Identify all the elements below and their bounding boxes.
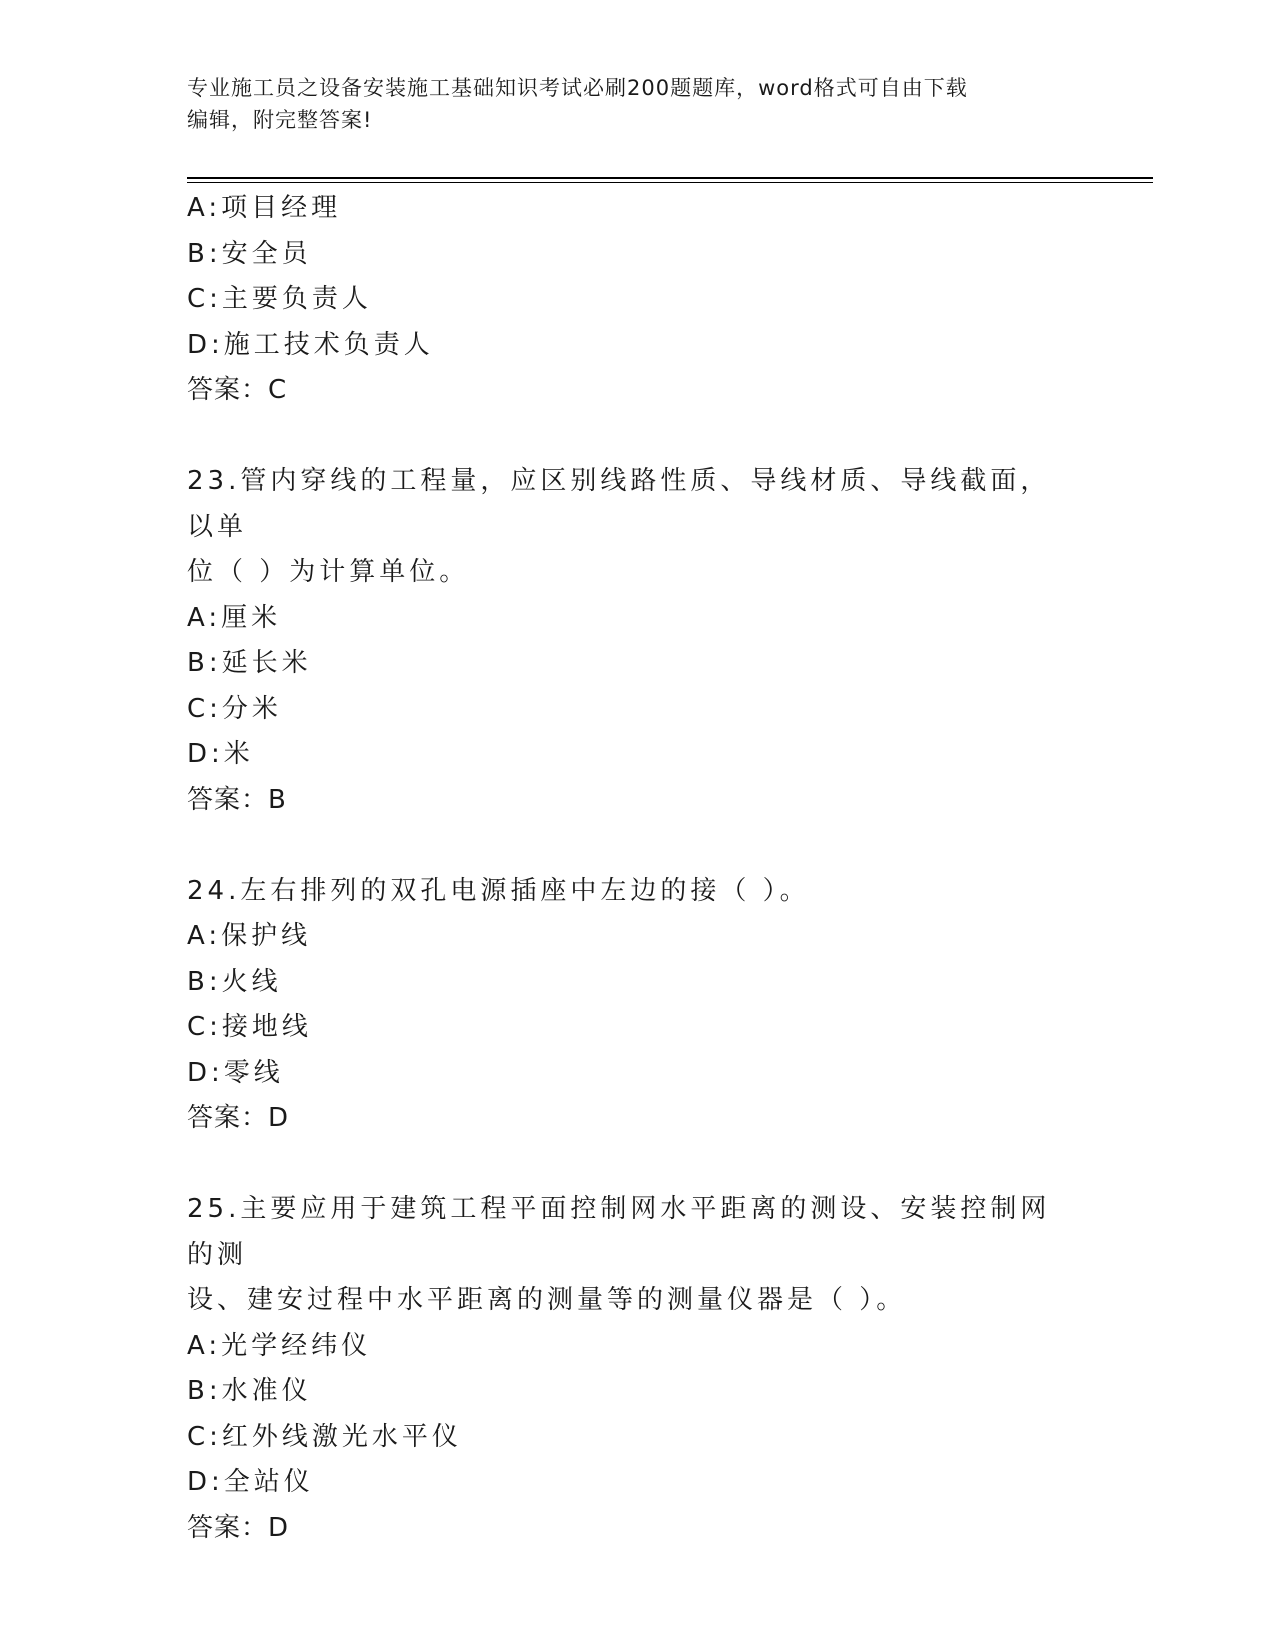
question-text-line-2: 设、建安过程中水平距离的测量等的测量仪器是（ ）。 (187, 1285, 907, 1315)
header-divider-thin (187, 182, 1153, 183)
question-text (187, 869, 1067, 915)
option-c: C:分米 (187, 693, 282, 724)
answer-line: 答案：C (187, 375, 288, 405)
question-25-block (187, 1187, 1087, 1551)
answer-line: 答案：D (187, 1512, 290, 1543)
option-d: D:全站仪 (187, 1467, 314, 1497)
option-d: D:施工技术负责人 (187, 329, 434, 360)
option-b: B:火线 (187, 966, 282, 997)
option-b: B:水准仪 (187, 1376, 312, 1406)
spacer (187, 823, 1087, 869)
question-24-block (187, 869, 1087, 1142)
header-divider-thick (187, 177, 1153, 179)
question-23-block (187, 459, 1087, 823)
option-d: D:米 (187, 739, 254, 769)
answer-line: 答案：B (187, 784, 287, 815)
option-d: D:零线 (187, 1057, 284, 1088)
question-text-line-1: 23.管内穿线的工程量，应区别线路性质、导线材质、导线截面，以单 (187, 466, 1051, 542)
question-text-line-1: 25.主要应用于建筑工程平面控制网水平距离的测设、安装控制网的测 (187, 1194, 1051, 1270)
question-text (187, 459, 1067, 596)
question-text-line-1: 24.左右排列的双孔电源插座中左边的接（ ）。 (187, 875, 810, 906)
option-c: C:主要负责人 (187, 284, 372, 314)
header-title-line-2: 编辑，附完整答案! (187, 108, 373, 132)
question-list (187, 186, 1087, 1551)
option-a: A:项目经理 (187, 193, 342, 223)
option-c: C:接地线 (187, 1012, 312, 1042)
document-header (187, 72, 1067, 136)
option-c: C:红外线激光水平仪 (187, 1421, 462, 1452)
option-a: A:保护线 (187, 921, 312, 951)
question-text (187, 1187, 1067, 1324)
option-b: B:延长米 (187, 648, 312, 678)
spacer (187, 1142, 1087, 1188)
question-22-block (187, 186, 1087, 414)
spacer (187, 414, 1087, 460)
answer-line: 答案：D (187, 1103, 290, 1133)
option-b: B:安全员 (187, 238, 312, 269)
option-a: A:光学经纬仪 (187, 1330, 372, 1361)
question-text-line-2: 位（ ）为计算单位。 (187, 557, 470, 587)
header-title-line-1: 专业施工员之设备安装施工基础知识考试必刷200题题库，word格式可自由下载 (187, 76, 968, 100)
option-a: A:厘米 (187, 602, 282, 633)
